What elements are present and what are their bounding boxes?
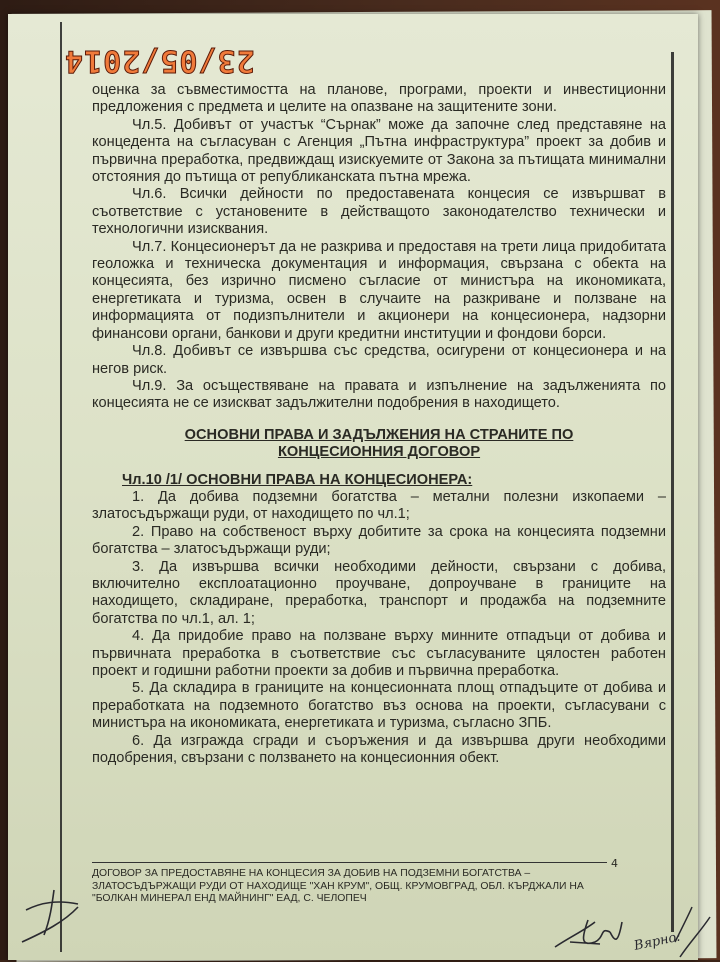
footer-text: ДОГОВОР ЗА ПРЕДОСТАВЯНЕ НА КОНЦЕСИЯ ЗА ДОБИВ НА ПОДЗЕМНИ БОГАТСТВА – ЗЛАТОСЪДЪРЖАЩИ РУДИ ОТ НАХОДИЩЕ "ХАН КРУМ", ОБЩ. КРУМОВГРАД, ОБЛ. КЪРДЖАЛИ НА "БОЛКАН МИНЕРАЛ ЕНД МАЙНИНГ" ЕАД, С. ЧЕЛОПЕЧ [92, 868, 584, 905]
section-heading-line1: ОСНОВНИ ПРАВА И ЗАДЪЛЖЕНИЯ НА СТРАНИТЕ ПО [184, 426, 574, 443]
right-5: 5. Да складира в границите на концесионната площ отпадъците от добива и преработката на подземното богатство въз основа на проекти, съгласувани с министъра на икономиката, енергетиката и туризма, съгласно ЗПБ. [92, 680, 666, 732]
intro-paragraph: оценка за съвместимостта на планове, програми, проекти и инвестиционни предложения с предмета и целите на опазване на защитените зони. [92, 82, 666, 116]
article-5: Чл.5. Добивът от участък “Сърнак” може да започне след представяне на концедента на съгласуван с Агенция „Пътна инфраструктура” проект за добив и първична преработка, предвиждащ изискуемите от Закона за пътищата минимални отстояния до пътища от републиканската пътна мрежа. [92, 116, 666, 186]
page-number: 4 [611, 857, 618, 870]
certification-note: Вярно: [632, 929, 683, 954]
article-6: Чл.6. Всички дейности по предоставената концесия се извършват в съответствие с установените в действащото законодателство технически и технологични изисквания. [92, 186, 666, 238]
right-signature [540, 905, 720, 960]
right-4: 4. Да придобие право на ползване върху минните отпадъци от добива и първичната преработка в съответствие със съгласуваните цялостен работен проект и годишни работни проекти за добив и първична преработка. [92, 628, 666, 679]
right-1: 1. Да добива подземни богатства – метални полезни изкопаеми – златосъдържащи руди, от находището по чл.1; [92, 488, 666, 523]
right-6: 6. Да изгражда сгради и съоръжения и да извършва други необходими подобрения, свързани с ползването на концесионния обект. [92, 732, 666, 767]
document-body [92, 82, 666, 767]
right-3: 3. Да извършва всички необходими дейности, свързани с добива, включително експлоатационно проучване, допроучване в границите на находището, складиране, преработка, транспорт и продажба на подземните богатства по чл.1, ал. 1; [92, 558, 666, 627]
left-initials-signature [18, 880, 88, 950]
article-10-heading: Чл.10 /1/ ОСНОВНИ ПРАВА НА КОНЦЕСИОНЕРА: [122, 471, 473, 488]
footer-divider [92, 862, 607, 863]
section-heading-line2: КОНЦЕСИОННИЯ ДОГОВОР [277, 444, 481, 461]
left-margin-line [60, 22, 62, 952]
article-7: Чл.7. Концесионерът да не разкрива и предоставя на трети лица придобитата геоложка и техническа документация и информация, свързана с обекта на концесията, без изрично писмено съгласие от министъра на икономиката, енергетиката и туризма, освен в случаите на разкриване и ползване на информацията от подизпълнители и акционери на концесионера, надзорни финансови органи, банкови и други кредитни институции и фондови борси. [92, 238, 666, 342]
date-stamp: 23/05/2014 [64, 43, 255, 78]
right-2: 2. Право на собственост върху добитите за срока на концесията подземни богатства – златосъдържащи руди; [92, 523, 666, 558]
article-8: Чл.8. Добивът се извършва със средства, осигурени от концесионера и на негов риск. [92, 343, 666, 377]
article-9: Чл.9. За осъществяване на правата и изпълнение на задълженията по концесията не се изискват задължителни подобрения в находището. [92, 377, 666, 412]
right-margin-line [671, 52, 674, 932]
